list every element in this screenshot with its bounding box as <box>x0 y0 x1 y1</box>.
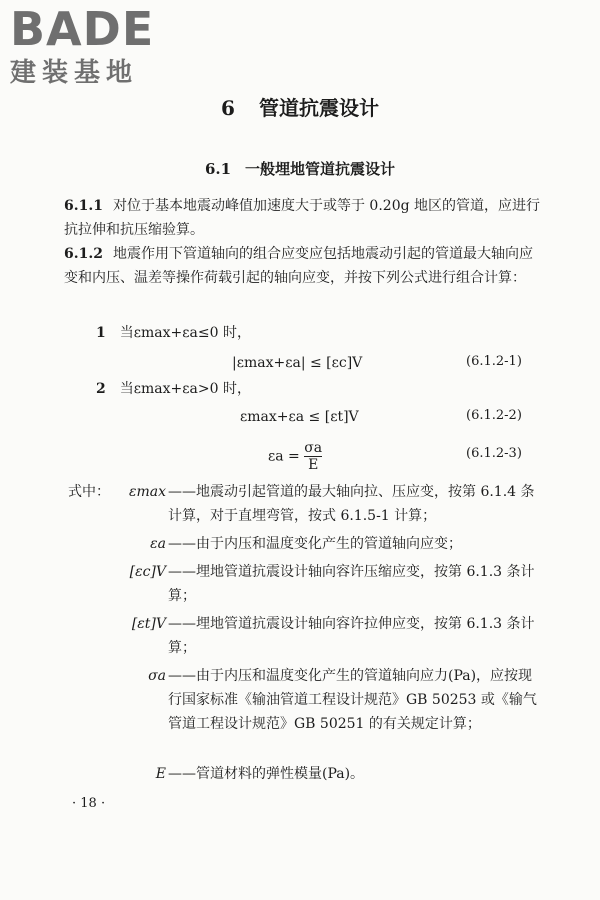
eq-number-1: (6.1.2-1) <box>466 354 522 369</box>
logo <box>10 2 155 88</box>
eq3-denominator: E <box>304 456 322 473</box>
eq3-fraction <box>304 440 322 473</box>
logo-brand: BADE <box>10 2 155 56</box>
section-title: 一般埋地管道抗震设计 <box>245 160 396 178</box>
formula-6-1-2-2: εmax+εa ≤ [εt]V <box>240 409 359 425</box>
case-condition: 当εmax+εa≤0 时， <box>119 325 251 341</box>
page-number: · 18 · <box>72 796 106 811</box>
chapter-title: 管道抗震设计 <box>258 96 379 120</box>
case-number: 2 <box>96 381 106 397</box>
case-number: 1 <box>96 325 106 341</box>
eq3-lhs: εa = <box>268 448 300 465</box>
eq-number-3: (6.1.2-3) <box>466 446 522 461</box>
clause-6-1-2 <box>64 242 544 290</box>
where-prefix: 式中： <box>68 484 110 500</box>
def-symbol: εmax <box>128 484 166 500</box>
clause-text: 地震作用下管道轴向的组合应变应包括地震动引起的管道最大轴向应变和内压、温差等操作荷载引起的轴向应变，并按下列公式进行组合计算： <box>64 246 533 286</box>
clause-number: 6.1.2 <box>64 246 103 262</box>
def-text: ——地震动引起管道的最大轴向拉、压应变，按第 6.1.4 条计算，对于直埋弯管，按式 6.1.5-1 计算； <box>168 484 535 524</box>
chapter-number: 6 <box>221 96 235 120</box>
case-1-condition <box>96 322 251 344</box>
section-number: 6.1 <box>204 160 232 178</box>
def-text: ——由于内压和温度变化产生的管道轴向应变； <box>168 536 462 552</box>
eq-number-2: (6.1.2-2) <box>466 408 522 423</box>
def-symbol: σa <box>148 668 166 684</box>
case-2-condition <box>96 378 251 400</box>
section-heading <box>0 158 600 179</box>
def-symbol: [εc]V <box>129 564 166 580</box>
logo-subtitle: 建装基地 <box>10 58 139 88</box>
def-symbol: [εt]V <box>131 616 166 632</box>
def-symbol: E <box>155 766 166 782</box>
chapter-heading <box>0 92 600 121</box>
clause-6-1-1 <box>64 194 544 242</box>
def-text: ——管道材料的弹性模量(Pa)。 <box>168 766 365 782</box>
eq3-numerator: σa <box>304 440 323 456</box>
clause-text: 对位于基本地震动峰值加速度大于或等于 0.20g 地区的管道，应进行抗拉伸和抗压缩验算。 <box>64 198 541 238</box>
def-text: ——由于内压和温度变化产生的管道轴向应力(Pa)，应按现行国家标准《输油管道工程设计规范》GB 50253 或《输气管道工程设计规范》GB 50251 的有关规定计算； <box>168 668 537 732</box>
formula-6-1-2-3 <box>268 440 322 473</box>
def-symbol: εa <box>150 536 166 552</box>
def-text: ——埋地管道抗震设计轴向容许拉伸应变，按第 6.1.3 条计算； <box>168 616 535 656</box>
formula-6-1-2-1: |εmax+εa| ≤ [εc]V <box>232 355 363 371</box>
case-condition: 当εmax+εa>0 时， <box>119 381 251 397</box>
clause-number: 6.1.1 <box>64 198 103 214</box>
def-text: ——埋地管道抗震设计轴向容许压缩应变，按第 6.1.3 条计算； <box>168 564 535 604</box>
